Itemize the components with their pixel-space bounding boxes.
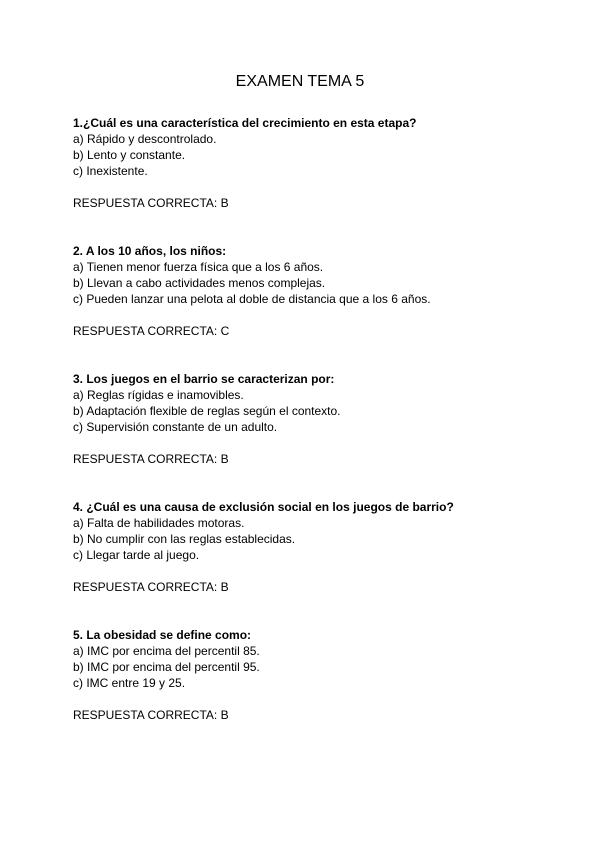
question-4 [73,499,573,595]
option-a: a) Falta de habilidades motoras. [73,516,245,530]
option-a: a) Reglas rígidas e inamovibles. [73,388,244,402]
page-title: EXAMEN TEMA 5 [235,73,365,90]
option-c: c) IMC entre 19 y 25. [73,676,186,690]
question-5 [73,627,573,723]
correct-answer: RESPUESTA CORRECTA: B [73,196,229,210]
option-a: a) Rápido y descontrolado. [73,132,217,146]
question-3 [73,371,573,467]
option-c: c) Inexistente. [73,164,148,178]
question-1 [73,115,573,211]
option-b: b) IMC por encima del percentil 95. [73,660,260,674]
question-text: 4. ¿Cuál es una causa de exclusión social en los juegos de barrio? [73,500,454,514]
correct-answer: RESPUESTA CORRECTA: C [73,324,230,338]
option-c: c) Llegar tarde al juego. [73,548,200,562]
question-text: 1.¿Cuál es una característica del crecimiento en esta etapa? [73,116,417,130]
option-c: c) Pueden lanzar una pelota al doble de distancia que a los 6 años. [73,292,431,306]
question-text: 3. Los juegos en el barrio se caracterizan por: [73,372,335,386]
option-b: b) Adaptación flexible de reglas según el contexto. [73,404,341,418]
question-text: 2. A los 10 años, los niños: [73,244,227,258]
option-b: b) Llevan a cabo actividades menos complejas. [73,276,326,290]
question-2 [73,243,573,339]
option-a: a) Tienen menor fuerza física que a los 6 años. [73,260,324,274]
option-a: a) IMC por encima del percentil 85. [73,644,260,658]
question-text: 5. La obesidad se define como: [73,628,252,642]
option-c: c) Supervisión constante de un adulto. [73,420,278,434]
correct-answer: RESPUESTA CORRECTA: B [73,452,229,466]
option-b: b) Lento y constante. [73,148,186,162]
correct-answer: RESPUESTA CORRECTA: B [73,708,229,722]
correct-answer: RESPUESTA CORRECTA: B [73,580,229,594]
option-b: b) No cumplir con las reglas establecidas. [73,532,296,546]
